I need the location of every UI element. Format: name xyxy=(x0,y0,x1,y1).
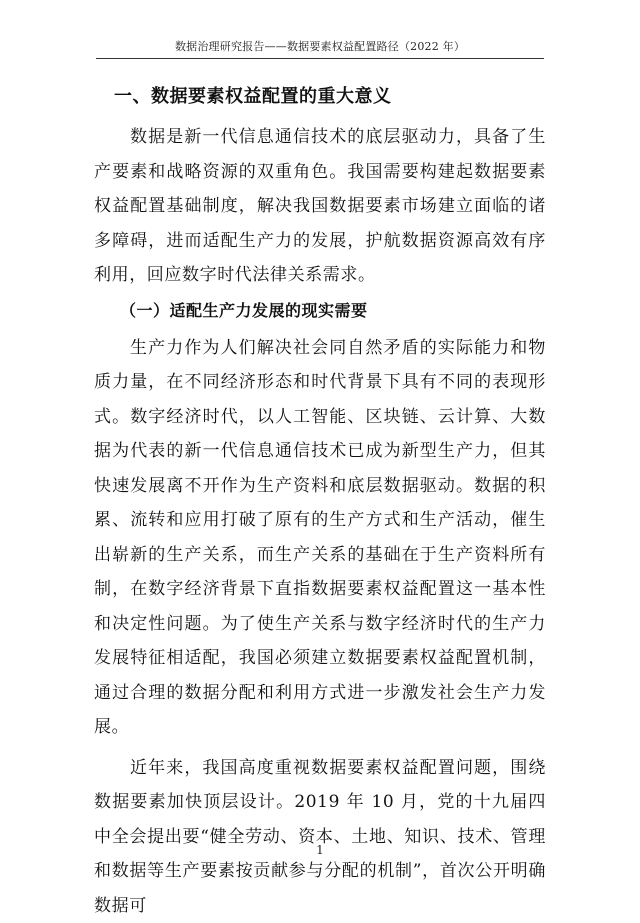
section-intro-paragraph: 数据是新一代信息通信技术的底层驱动力，具备了生产要素和战略资源的双重角色。我国需要构建起数据要素权益配置基础制度，解决我国数据要素市场建立面临的诸多障碍，进而适配生产力的发展，护航数据资源高效有序利用，回应数字时代法律关系需求。 xyxy=(94,120,546,293)
body-paragraph-2: 近年来，我国高度重视数据要素权益配置问题，围绕数据要素加快顶层设计。2019 年 10 月，党的十九届四中全会提出要“健全劳动、资本、土地、知识、技术、管理和数据等生产要素按贡献参与分配的机制”，首次公开明确数据可 xyxy=(94,751,546,923)
page-body xyxy=(94,84,546,923)
header-divider xyxy=(96,58,544,59)
subsection-heading: （一）适配生产力发展的现实需要 xyxy=(120,299,546,323)
running-header: 数据治理研究报告——数据要素权益配置路径（2022 年） xyxy=(96,40,544,54)
body-paragraph-1: 生产力作为人们解决社会同自然矛盾的实际能力和物质力量，在不同经济形态和时代背景下具有不同的表现形式。数字经济时代，以人工智能、区块链、云计算、大数据为代表的新一代信息通信技术已成为新型生产力，但其快速发展离不开作为生产资料和底层数据驱动。数据的积累、流转和应用打破了原有的生产方式和生产活动，催生出崭新的生产关系，而生产关系的基础在于生产资料所有制，在数字经济背景下直指数据要素权益配置这一基本性和决定性问题。为了使生产关系与数字经济时代的生产力发展特征相适配，我国必须建立数据要素权益配置机制，通过合理的数据分配和利用方式进一步激发社会生产力发展。 xyxy=(94,331,546,745)
section-heading: 一、数据要素权益配置的重大意义 xyxy=(114,84,546,110)
page-number: 1 xyxy=(0,843,640,857)
